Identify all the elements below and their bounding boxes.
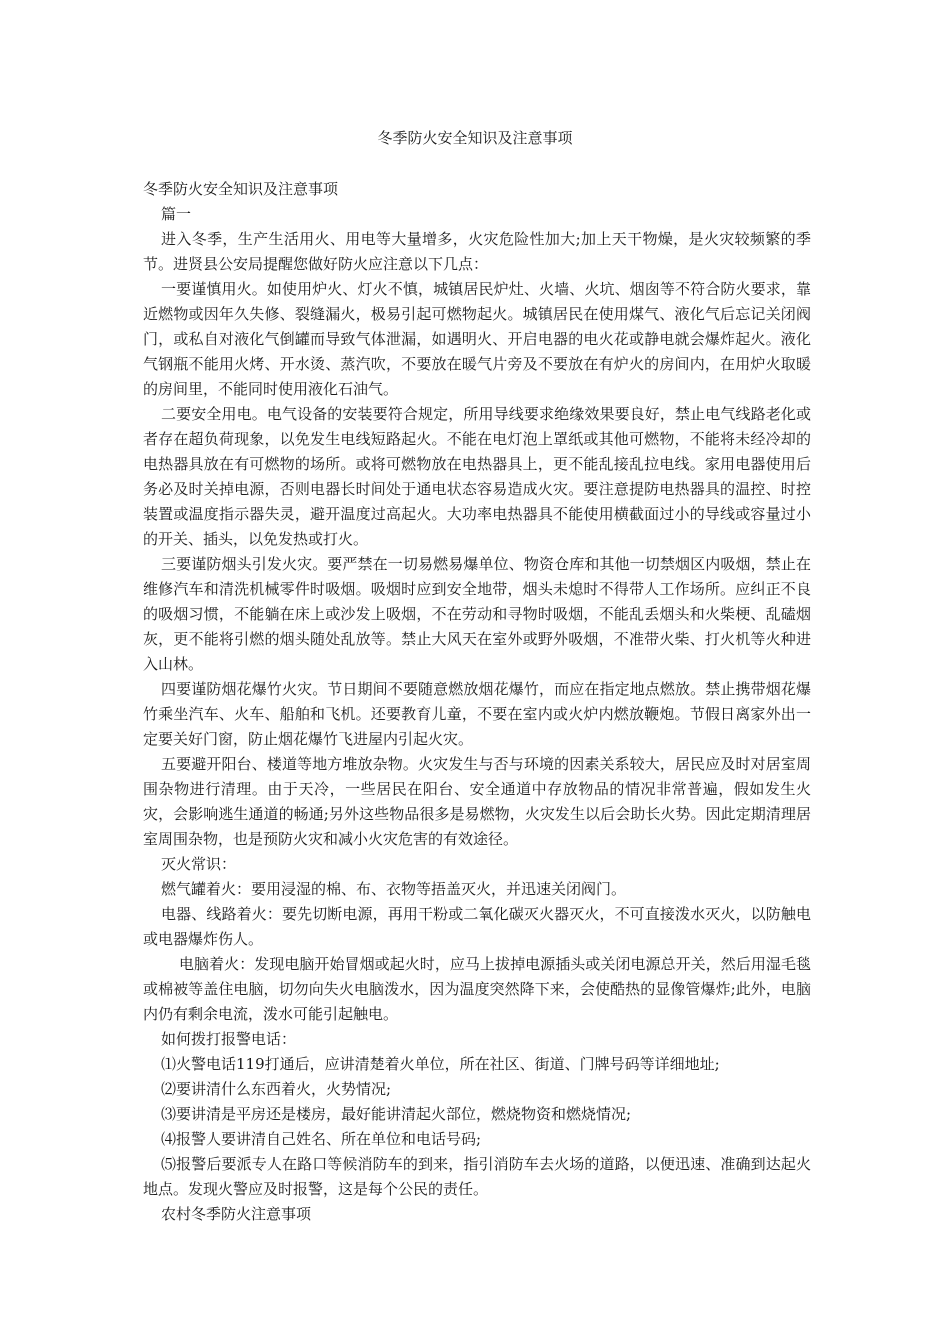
section-heading: 农村冬季防火注意事项 <box>161 1205 312 1223</box>
list-item: ⑵要讲清什么东西着火，火势情况; <box>161 1080 392 1098</box>
subsection-heading: 如何拨打报警电话： <box>161 1030 297 1048</box>
body-paragraph: 电脑着火：发现电脑开始冒烟或起火时，应马上拔掉电源插头或关闭电源总开关，然后用湿毛毯或棉被等盖住电脑，切勿向失火电脑泼水，因为温度突然降下来，会使酷热的显像管爆炸;此外，电脑内仍有剩余电流，泼水可能引起触电。 <box>143 955 811 1023</box>
list-item: ⑴火警电话119打通后，应讲清楚着火单位，所在社区、街道、门牌号码等详细地址; <box>161 1055 720 1073</box>
body-paragraph: 二要安全用电。电气设备的安装要符合规定，所用导线要求绝缘效果要良好，禁止电气线路老化或者存在超负荷现象，以免发生电线短路起火。不能在电灯泡上罩纸或其他可燃物，不能将未经冷却的电热器具放在有可燃物的场所。或将可燃物放在电热器具上，更不能乱接乱拉电线。家用电器使用后务必及时关掉电源，否则电器长时间处于通电状态容易造成火灾。要注意提防电热器具的温控、时控装置或温度指示器失灵，避开温度过高起火。大功率电热器具不能使用横截面过小的导线或容量过小的开关、插头，以免发热或打火。 <box>143 405 811 548</box>
list-item: ⑷报警人要讲清自己姓名、所在单位和电话号码; <box>161 1130 482 1148</box>
body-paragraph: 燃气罐着火：要用浸湿的棉、布、衣物等捂盖灭火，并迅速关闭阀门。 <box>161 880 627 898</box>
subtitle-paragraph: 冬季防火安全知识及注意事项 <box>143 180 339 198</box>
section-heading: 篇一 <box>161 205 192 223</box>
subsection-heading: 灭火常识： <box>161 855 237 873</box>
body-paragraph: 一要谨慎用火。如使用炉火、灯火不慎，城镇居民炉灶、火墙、火坑、烟囱等不符合防火要求，靠近燃物或因年久失修、裂缝漏火，极易引起可燃物起火。城镇居民在使用煤气、液化气后忘记关闭阀门，或私自对液化气倒罐而导致气体泄漏，如遇明火、开启电器的电火花或静电就会爆炸起火。液化气钢瓶不能用火烤、开水烫、蒸汽吹，不要放在暖气片旁及不要放在有炉火的房间内，在用炉火取暖的房间里，不能同时使用液化石油气。 <box>143 280 811 398</box>
body-paragraph: 三要谨防烟头引发火灾。要严禁在一切易燃易爆单位、物资仓库和其他一切禁烟区内吸烟，禁止在维修汽车和清洗机械零件时吸烟。吸烟时应到安全地带，烟头未熄时不得带人工作场所。应纠正不良的吸烟习惯，不能躺在床上或沙发上吸烟，不在劳动和寻物时吸烟，不能乱丢烟头和火柴梗、乱磕烟灰，更不能将引燃的烟头随处乱放等。禁止大风天在室外或野外吸烟，不准带火柴、打火机等火种进入山林。 <box>143 555 811 673</box>
body-paragraph: 电器、线路着火：要先切断电源，再用干粉或二氧化碳灭火器灭火，不可直接泼水灭火，以防触电或电器爆炸伤人。 <box>143 905 811 948</box>
list-item: ⑸报警后要派专人在路口等候消防车的到来，指引消防车去火场的道路，以便迅速、准确到达起火地点。发现火警应及时报警，这是每个公民的责任。 <box>143 1155 811 1198</box>
body-paragraph: 四要谨防烟花爆竹火灾。节日期间不要随意燃放烟花爆竹，而应在指定地点燃放。禁止携带烟花爆竹乘坐汽车、火车、船舶和飞机。还要教育儿童，不要在室内或火炉内燃放鞭炮。节假日离家外出一定要关好门窗，防止烟花爆竹飞进屋内引起火灾。 <box>143 680 811 748</box>
intro-paragraph: 进入冬季，生产生活用火、用电等大量增多，火灾危险性加大;加上天干物燥，是火灾较频繁的季节。进贤县公安局提醒您做好防火应注意以下几点： <box>143 230 811 273</box>
document-title: 冬季防火安全知识及注意事项 <box>377 129 573 147</box>
body-paragraph: 五要避开阳台、楼道等地方堆放杂物。火灾发生与否与环境的因素关系较大，居民应及时对居室周围杂物进行清理。由于天冷，一些居民在阳台、安全通道中存放物品的情况非常普遍，假如发生火灾，会影响逃生通道的畅通;另外这些物品很多是易燃物，火灾发生以后会助长火势。因此定期清理居室周围杂物，也是预防火灾和减小火灾危害的有效途径。 <box>143 755 811 848</box>
list-item: ⑶要讲清是平房还是楼房，最好能讲清起火部位，燃烧物资和燃烧情况; <box>161 1105 632 1123</box>
document-body <box>143 177 811 1227</box>
